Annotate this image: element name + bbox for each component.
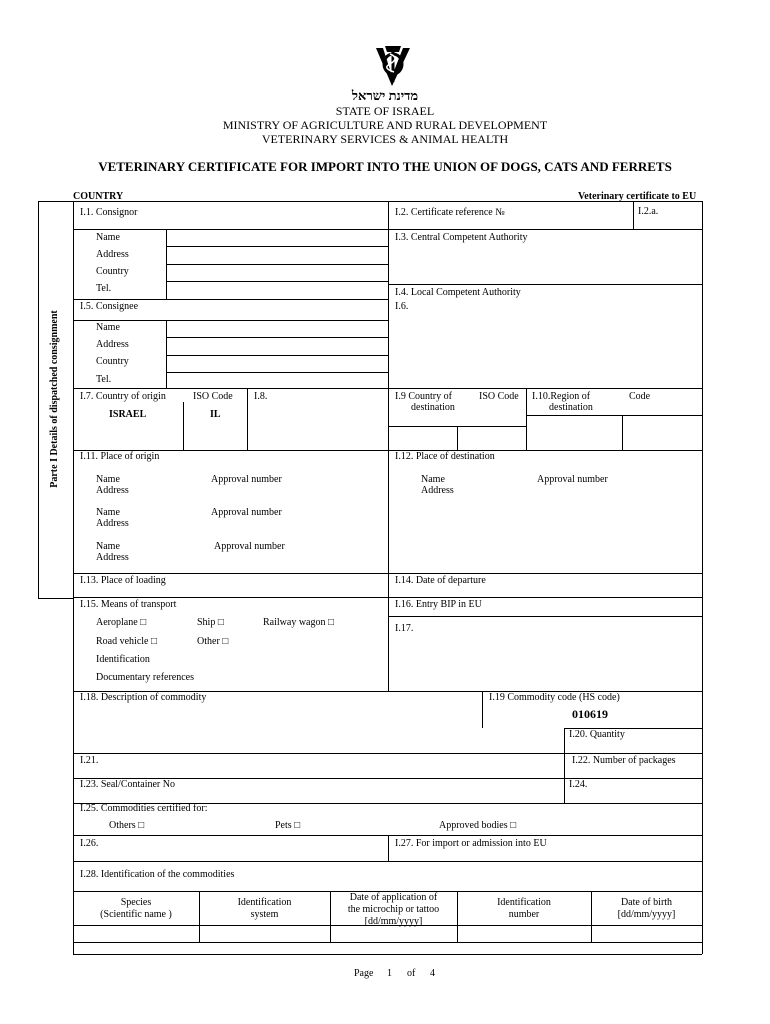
identification-commodities-label: I.28. Identification of the commodities [80, 869, 235, 880]
consignee-address-label: Address [96, 339, 129, 350]
part-one-side-label-text: Parte I Details of dispatched consignment [49, 310, 60, 488]
commodity-code-label: I.19 Commodity code (HS code) [489, 692, 620, 703]
table-header-species-line2: (Scientific name ) [100, 909, 172, 920]
footer-total-pages: 4 [430, 968, 435, 979]
consignee-label: I.5. Consignee [80, 301, 139, 312]
consignee-name-label: Name [96, 322, 120, 333]
i8-label: I.8. [254, 391, 268, 402]
certificate-reference-label: I.2. Certificate reference № [395, 207, 505, 218]
certificate-i2a-label: I.2.a. [638, 206, 659, 217]
footer-page-label: Page [354, 968, 374, 979]
i24-label: I.24. [569, 779, 588, 790]
i6-label: I.6. [395, 301, 409, 312]
iso-code-destination-label: ISO Code [479, 391, 519, 402]
ship-checkbox[interactable]: Ship □ [197, 617, 224, 628]
table-header-date-application-line1: Date of application of [349, 892, 438, 903]
iso-code-value: IL [210, 409, 221, 420]
origin-3-name-label: Name [96, 541, 120, 552]
import-admission-label: I.27. For import or admission into EU [395, 838, 547, 849]
state-name: STATE OF ISRAEL [335, 104, 435, 118]
table-header-date-application [330, 892, 457, 928]
services-name: VETERINARY SERVICES & ANIMAL HEALTH [261, 132, 509, 146]
footer-of-label: of [407, 968, 416, 979]
i21-label: I.21. [80, 755, 99, 766]
consignor-country-label: Country [96, 266, 129, 277]
number-packages-label: I.22. Number of packages [572, 755, 676, 766]
means-transport-label: I.15. Means of transport [80, 599, 177, 610]
i26-label: I.26. [80, 838, 99, 849]
entry-bip-label: I.16. Entry BIP in EU [395, 599, 482, 610]
destination-address-label: Address [421, 485, 454, 496]
iso-code-label: ISO Code [193, 391, 233, 402]
place-origin-label: I.11. Place of origin [80, 451, 160, 462]
consignor-name-label: Name [96, 232, 120, 243]
commodities-certified-label: I.25. Commodities certified for: [80, 803, 208, 814]
table-header-identification-system [199, 897, 330, 921]
table-header-date-birth-line1: Date of birth [620, 897, 673, 908]
table-header-date-birth-line2: [dd/mm/yyyy] [617, 909, 676, 920]
central-authority-label: I.3. Central Competent Authority [395, 232, 528, 243]
commodity-description-label: I.18. Description of commodity [80, 692, 207, 703]
consignee-country-label: Country [96, 356, 129, 367]
origin-1-address-label: Address [96, 485, 129, 496]
table-header-date-birth [591, 897, 702, 921]
aeroplane-checkbox[interactable]: Aeroplane □ [96, 617, 147, 628]
destination-name-label: Name [421, 474, 445, 485]
origin-2-address-label: Address [96, 518, 129, 529]
place-destination-label: I.12. Place of destination [395, 451, 495, 462]
hebrew-state-title: מדינת ישראל [351, 88, 419, 103]
certificate-to-eu-label: Veterinary certificate to EU [578, 191, 697, 202]
seal-container-label: I.23. Seal/Container No [80, 779, 175, 790]
date-departure-label: I.14. Date of departure [395, 575, 486, 586]
country-origin-label: I.7. Country of origin [80, 391, 166, 402]
consignor-address-label: Address [96, 249, 129, 260]
origin-1-approval-label: Approval number [211, 474, 282, 485]
other-transport-checkbox[interactable]: Other □ [197, 636, 229, 647]
table-header-identification-number-line2: number [508, 909, 540, 920]
country-label: COUNTRY [73, 191, 124, 202]
region-destination-label-2: destination [549, 402, 593, 413]
country-destination-label-2: destination [411, 402, 455, 413]
ministry-name: MINISTRY OF AGRICULTURE AND RURAL DEVELOPMENT [222, 118, 548, 132]
table-header-species [73, 897, 199, 921]
table-header-species-line1: Species [120, 897, 152, 908]
table-header-date-application-line2: the microchip or tattoo [347, 904, 440, 915]
commodity-code-value: 010619 [572, 707, 608, 721]
transport-identification-label: Identification [96, 654, 150, 665]
part-one-side-label [38, 201, 72, 598]
local-authority-label: I.4. Local Competent Authority [395, 287, 521, 298]
destination-approval-label: Approval number [537, 474, 608, 485]
table-header-identification-number [457, 897, 591, 921]
consignee-tel-label: Tel. [96, 374, 112, 385]
i17-label: I.17. [395, 623, 414, 634]
origin-3-approval-label: Approval number [214, 541, 285, 552]
place-loading-label: I.13. Place of loading [80, 575, 166, 586]
approved-bodies-checkbox[interactable]: Approved bodies □ [439, 820, 517, 831]
footer-current-page: 1 [387, 968, 392, 979]
origin-2-name-label: Name [96, 507, 120, 518]
documentary-references-label: Documentary references [96, 672, 194, 683]
region-destination-label: I.10.Region of [532, 391, 591, 402]
israel-emblem-logo [370, 42, 416, 88]
road-vehicle-checkbox[interactable]: Road vehicle □ [96, 636, 158, 647]
quantity-label: I.20. Quantity [569, 729, 625, 740]
certificate-title: VETERINARY CERTIFICATE FOR IMPORT INTO THE UNION OF DOGS, CATS AND FERRETS [98, 159, 672, 174]
table-header-identification-system-line2: system [250, 909, 279, 920]
consignor-label: I.1. Consignor [80, 207, 138, 218]
consignor-tel-label: Tel. [96, 283, 112, 294]
pets-checkbox[interactable]: Pets □ [275, 820, 301, 831]
origin-2-approval-label: Approval number [211, 507, 282, 518]
country-destination-label: I.9 Country of [395, 391, 452, 402]
region-code-label: Code [629, 391, 651, 402]
table-header-date-application-line3: [dd/mm/yyyy] [364, 916, 423, 927]
table-header-identification-system-line1: Identification [237, 897, 292, 908]
origin-1-name-label: Name [96, 474, 120, 485]
country-origin-value: ISRAEL [109, 409, 147, 420]
origin-3-address-label: Address [96, 552, 129, 563]
others-checkbox[interactable]: Others □ [109, 820, 145, 831]
table-header-identification-number-line1: Identification [497, 897, 551, 908]
railway-wagon-checkbox[interactable]: Railway wagon □ [263, 617, 335, 628]
